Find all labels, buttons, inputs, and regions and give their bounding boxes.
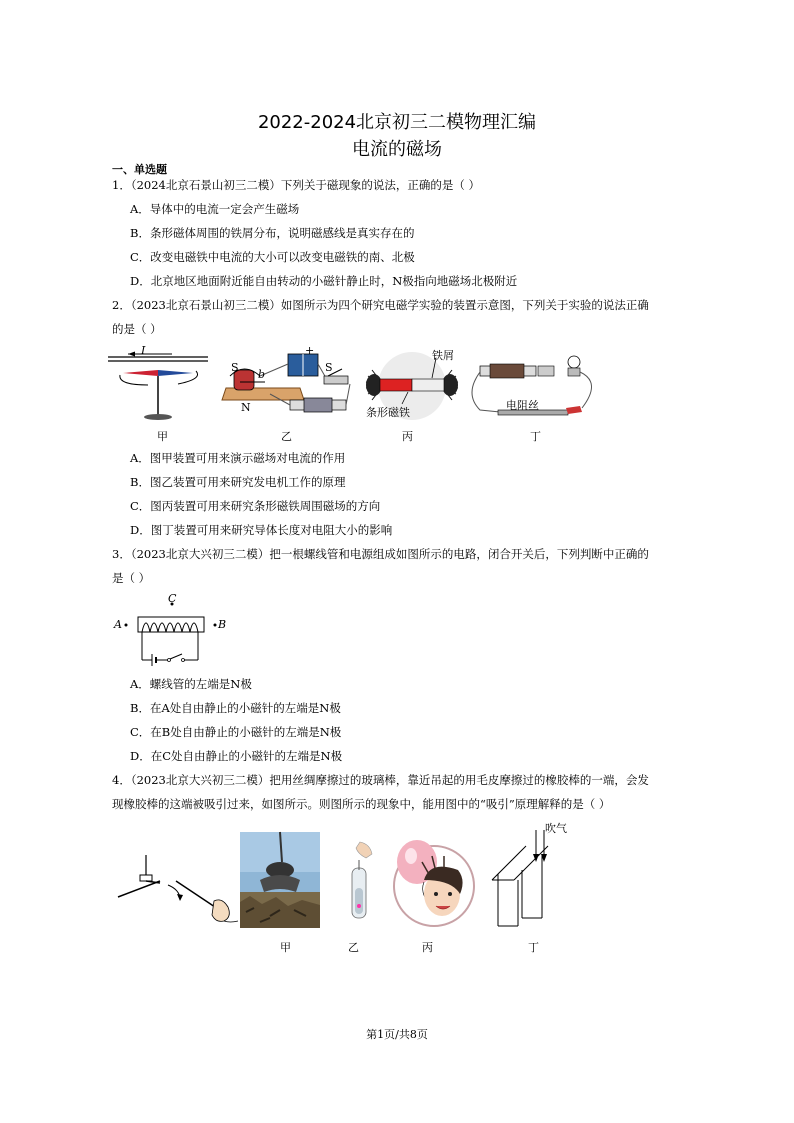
- q3-option-b: B．在A处自由静止的小磁针的左端是N极: [130, 701, 341, 715]
- q4-stem-line2: 现橡胶棒的这端被吸引过来，如图所示。则图所示的现象中，能用图中的“吸引”原理解释的是（ ）: [112, 797, 611, 811]
- q2-label-ding: 丁: [530, 430, 541, 443]
- q3-a-label: A: [114, 618, 122, 631]
- q2-option-d: D．图丁装置可用来研究导体长度对电阻大小的影响: [130, 523, 393, 537]
- q3-stem-line2: 是（ ）: [112, 571, 151, 585]
- q4-label-yi: 乙: [348, 941, 359, 954]
- q3-c-label: C: [168, 592, 177, 605]
- section-heading: 一、单选题: [112, 163, 167, 176]
- q2-option-a: A．图甲装置可用来演示磁场对电流的作用: [130, 451, 346, 465]
- q3-stem-line1: 3．（2023北京大兴初三二模）把一根螺线管和电源组成如图所示的电路，闭合开关后，下列判断中正确的: [112, 547, 649, 561]
- q1-stem: 1．（2024北京石景山初三二模）下列关于磁现象的说法，正确的是（ ）: [112, 178, 480, 192]
- q1-option-a: A．导体中的电流一定会产生磁场: [130, 202, 300, 216]
- q4-stem-line1: 4．（2023北京大兴初三二模）把用丝绸摩擦过的玻璃棒，靠近吊起的用毛皮摩擦过的橡胶棒的一端，会发: [112, 773, 649, 787]
- q1-option-c: C．改变电磁铁中电流的大小可以改变电磁铁的南、北极: [130, 250, 415, 264]
- q2-s2-label: S: [325, 361, 333, 374]
- page-title: 2022-2024北京初三二模物理汇编: [257, 112, 537, 133]
- q4-label-jia: 甲: [280, 941, 291, 954]
- q2-stem-line2: 的是（ ）: [112, 322, 162, 336]
- q4-label-bing: 丙: [422, 941, 433, 954]
- q2-b-label: b: [258, 368, 266, 381]
- q2-stem-line1: 2．（2023北京石景山初三二模）如图所示为四个研究电磁学实验的装置示意图，下列关于实验的说法正确: [112, 298, 649, 312]
- q2-filings-label: 铁屑: [432, 349, 454, 362]
- q4-figure-bing: [384, 836, 474, 926]
- q4-figure-ding: [486, 828, 561, 928]
- page-footer: 第1页/共8页: [366, 1028, 428, 1041]
- q2-figure-jia: [108, 345, 218, 425]
- q1-option-d: D．北京地区地面附近能自由转动的小磁针静止时，N极指向地磁场北极附近: [130, 274, 518, 288]
- q2-wire-label: 电阻丝: [506, 399, 539, 412]
- page-subtitle: 电流的磁场: [352, 139, 442, 160]
- q2-n-label: N: [241, 401, 251, 414]
- q2-plus-label: +: [305, 344, 315, 357]
- q2-label-yi: 乙: [281, 430, 292, 443]
- q4-blow-label: 吹气: [545, 822, 567, 835]
- q4-rods-figure: [116, 855, 241, 930]
- q4-figure-jia: [240, 832, 320, 928]
- q3-b-label: B: [218, 618, 227, 631]
- q3-option-c: C．在B处自由静止的小磁针的左端是N极: [130, 725, 342, 739]
- q1-option-b: B．条形磁体周围的铁屑分布，说明磁感线是真实存在的: [130, 226, 415, 240]
- q4-label-ding: 丁: [528, 941, 539, 954]
- q3-option-d: D．在C处自由静止的小磁针的左端是N极: [130, 749, 343, 763]
- q2-s1-label: S: [231, 361, 239, 374]
- q2-label-jia: 甲: [157, 430, 168, 443]
- q4-figure-yi: [338, 840, 383, 925]
- q3-option-a: A．螺线管的左端是N极: [130, 677, 252, 691]
- q2-option-b: B．图乙装置可用来研究发电机工作的原理: [130, 475, 346, 489]
- q2-current-label: I: [141, 344, 146, 357]
- q2-magnet-label: 条形磁铁: [366, 406, 410, 419]
- q2-label-bing: 丙: [402, 430, 413, 443]
- q2-option-c: C．图丙装置可用来研究条形磁铁周围磁场的方向: [130, 499, 381, 513]
